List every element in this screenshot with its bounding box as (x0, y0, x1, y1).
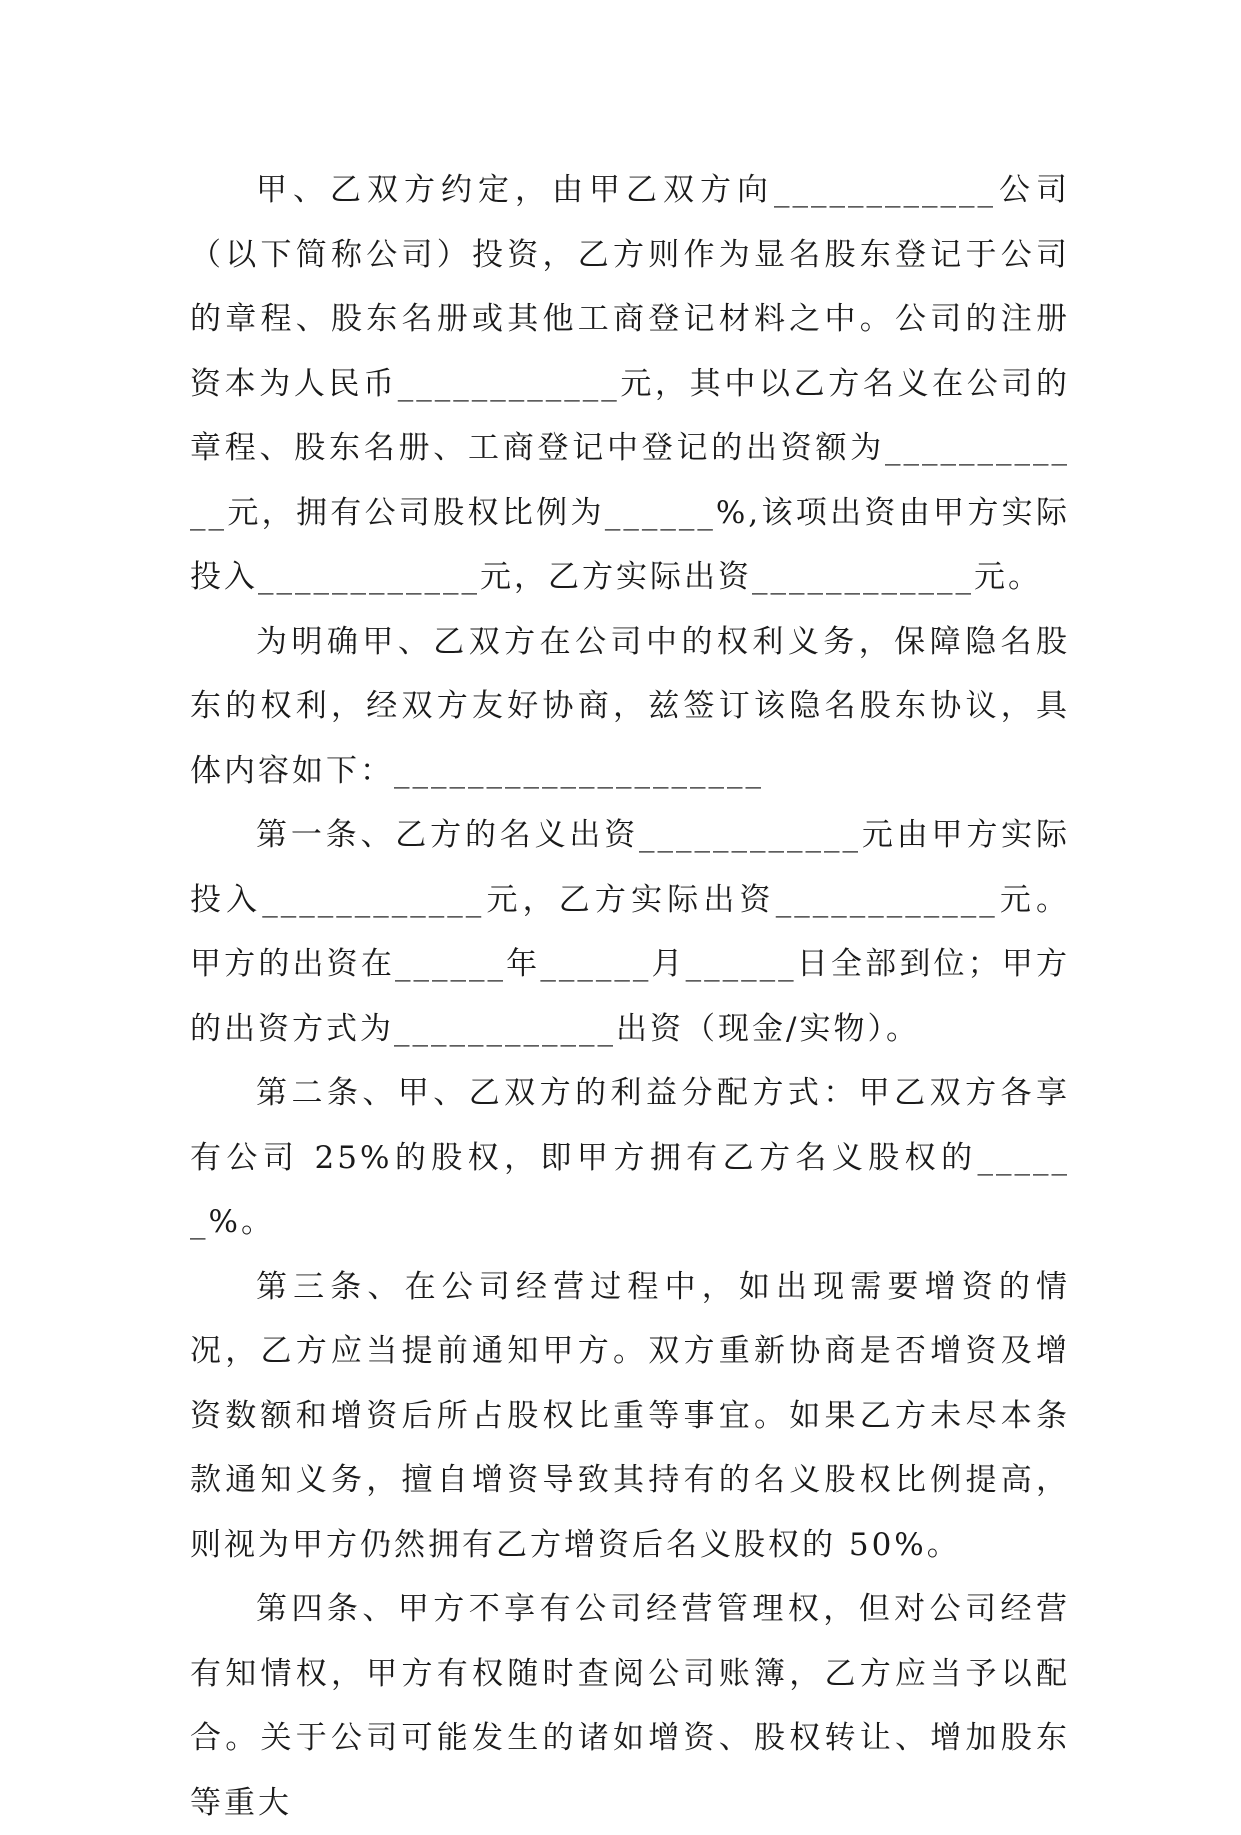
paragraph-article-4: 第四条、甲方不享有公司经营管理权，但对公司经营有知情权，甲方有权随时查阅公司账簿，乙方应当予以配合。关于公司可能发生的诸如增资、股权转让、增加股东等重大 (190, 1591, 1070, 1821)
paragraph-article-2: 第二条、甲、乙双方的利益分配方式：甲乙双方各享有公司 25%的股权，即甲方拥有乙方名义股权的______%。 (190, 1075, 1070, 1240)
document-body (190, 158, 1070, 1835)
paragraph-investment-terms: 甲、乙双方约定，由甲乙双方向____________公司（以下简称公司）投资，乙方则作为显名股东登记于公司的章程、股东名册或其他工商登记材料之中。公司的注册资本为人民币____________元，其中以乙方名义在公司的章程、股东名册、工商登记中登记的出资额为____________元，拥有公司股权比例为______%,该项出资由甲方实际投入____________元，乙方实际出资____________元。 (190, 172, 1070, 595)
paragraph-article-1: 第一条、乙方的名义出资____________元由甲方实际投入____________元，乙方实际出资____________元。甲方的出资在______年______月______日全部到位；甲方的出资方式为____________出资（现金/实物）。 (190, 817, 1070, 1047)
paragraph-purpose: 为明确甲、乙双方在公司中的权利义务，保障隐名股东的权利，经双方友好协商，兹签订该隐名股东协议，具体内容如下：____________________ (190, 623, 1070, 789)
paragraph-article-3: 第三条、在公司经营过程中，如出现需要增资的情况，乙方应当提前通知甲方。双方重新协商是否增资及增资数额和增资后所占股权比重等事宜。如果乙方未尽本条款通知义务，擅自增资导致其持有的名义股权比例提高，则视为甲方仍然拥有乙方增资后名义股权的 50%。 (190, 1268, 1070, 1563)
